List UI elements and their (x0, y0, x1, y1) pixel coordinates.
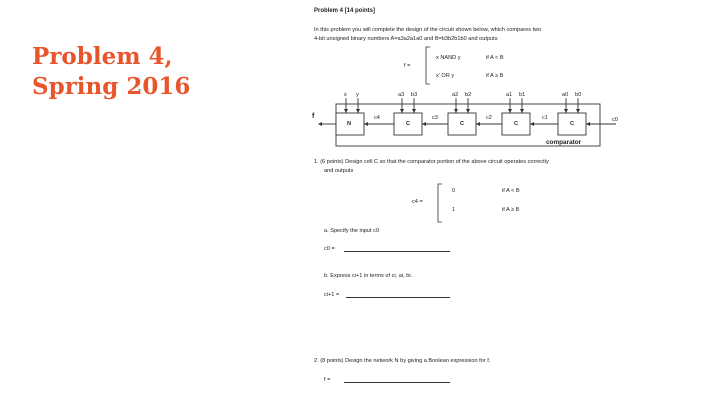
c4-case2-cond: if A ≥ B (502, 207, 520, 213)
carry-c1: c1 (542, 115, 548, 121)
q1-part-b-answer-line (346, 297, 450, 298)
q2-answer-line (344, 382, 450, 383)
input-b1: b1 (519, 92, 526, 98)
c-block-3-label: C (406, 121, 411, 127)
q2-label: f = (324, 377, 331, 383)
f-output-label: f (312, 113, 315, 120)
carry-c2: c2 (486, 115, 492, 121)
f-case1-expr: x NAND y (436, 55, 461, 61)
f-case1-cond: if A < B (486, 55, 504, 61)
input-a0: a0 (562, 92, 569, 98)
input-b2: b2 (465, 92, 472, 98)
c-block-0-label: C (570, 121, 575, 127)
c4-case1-cond: if A < B (502, 188, 520, 194)
problem-document (296, 0, 720, 405)
c4-def-lhs: c4 = (412, 199, 423, 205)
q1-part-b-text: b. Express ci+1 in terms of ci, ai, bi. (324, 273, 413, 279)
carry-c4: c4 (374, 115, 380, 121)
c-block-2-label: C (460, 121, 465, 127)
problem-heading: Problem 4 [14 points] (314, 8, 376, 14)
carry-c0: c0 (612, 117, 618, 123)
doc-graphics (296, 0, 720, 405)
c4-def-brace (438, 184, 442, 222)
q1-part-a-answer-line (344, 251, 450, 252)
q1-part-a-text: a. Specify the input c0 (324, 228, 380, 234)
f-output-arrow (318, 122, 322, 126)
slide-title (32, 42, 262, 102)
input-b0: b0 (575, 92, 582, 98)
f-def-brace (426, 47, 430, 84)
x-input-label: x (344, 92, 347, 98)
c4-case2-val: 1 (452, 207, 456, 213)
slide-title-line1: Problem 4, (32, 43, 173, 70)
input-a3: a3 (398, 92, 405, 98)
q1-part-b-label: ci+1 = (324, 292, 340, 298)
q1-text-line-1: 1. (6 points) Design cell C so that the comparator portion of the above circuit operates correctly (314, 159, 549, 165)
comparator-label: comparator (546, 139, 582, 146)
intro-line-1: In this problem you will complete the design of the circuit shown below, which compares two (314, 27, 542, 33)
input-a2: a2 (452, 92, 459, 98)
f-case2-cond: if A ≥ B (486, 73, 504, 79)
q1-text-line-2: and outputs (324, 168, 354, 174)
n-block-label: N (347, 121, 352, 127)
f-case2-expr: x' OR y (436, 73, 455, 79)
c-block-1-label: C (514, 121, 519, 127)
carry-c3: c3 (432, 115, 438, 121)
input-a1: a1 (506, 92, 513, 98)
input-b3: b3 (411, 92, 418, 98)
slide-title-line2: Spring 2016 (32, 73, 191, 100)
q2-text: 2. (8 points) Design the network N by giving a Boolean expression for f. (314, 358, 491, 364)
c4-case1-val: 0 (452, 188, 456, 194)
y-input-label: y (356, 92, 359, 98)
f-def-lhs: f = (404, 63, 411, 69)
intro-line-2: 4-bit unsigned binary numbers A=a3a2a1a0 and B=b3b2b1b0 and outputs (314, 36, 498, 42)
q1-part-a-label: c0 = (324, 246, 335, 252)
